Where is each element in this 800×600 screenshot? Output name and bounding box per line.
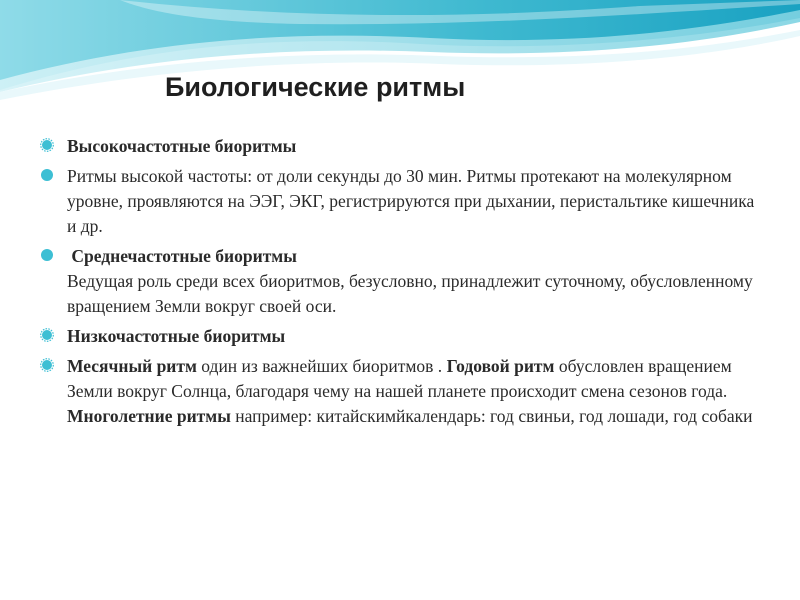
- bullet-icon: [40, 168, 54, 182]
- list-item: [40, 354, 760, 429]
- item-text: Ведущая роль среди всех биоритмов, безусловно, принадлежит суточному, обусловленному вращением Земли вокруг своей оси.: [67, 271, 753, 316]
- list-item: [40, 164, 760, 239]
- item-text: Ритмы высокой частоты: от доли секунды до 30 мин. Ритмы протекают на молекулярном уровне, проявляются на ЭЭГ, ЭКГ, регистрируются при дыхании, перистальтике кишечника и др.: [67, 166, 755, 236]
- item-text: например: китайскимйкалендарь: год свиньи, год лошади, год собаки: [230, 406, 753, 426]
- item-heading: Высокочастотные биоритмы: [67, 136, 297, 156]
- yearly-rhythm-label: Годовой ритм: [446, 356, 555, 376]
- bullet-icon: [40, 358, 54, 372]
- bullet-icon: [40, 328, 54, 342]
- item-heading: Низкочастотные биоритмы: [67, 326, 286, 346]
- item-heading: Среднечастотные биоритмы: [71, 246, 297, 266]
- monthly-rhythm-label: Месячный ритм: [67, 356, 197, 376]
- bullet-list: [40, 134, 760, 434]
- list-item: [40, 324, 760, 349]
- list-item: [40, 134, 760, 159]
- bullet-icon: [40, 248, 54, 262]
- multiyear-rhythm-label: Многолетние ритмы: [67, 406, 231, 426]
- item-text: один из важнейших биоритмов .: [196, 356, 447, 376]
- item-text: обусловлен вращением Земли вокруг Солнца, благодаря чему на нашей планете происходит смена сезонов года.: [67, 356, 732, 401]
- slide-title: Биологические ритмы: [165, 72, 466, 102]
- list-item: [40, 244, 760, 319]
- bullet-icon: [40, 138, 54, 152]
